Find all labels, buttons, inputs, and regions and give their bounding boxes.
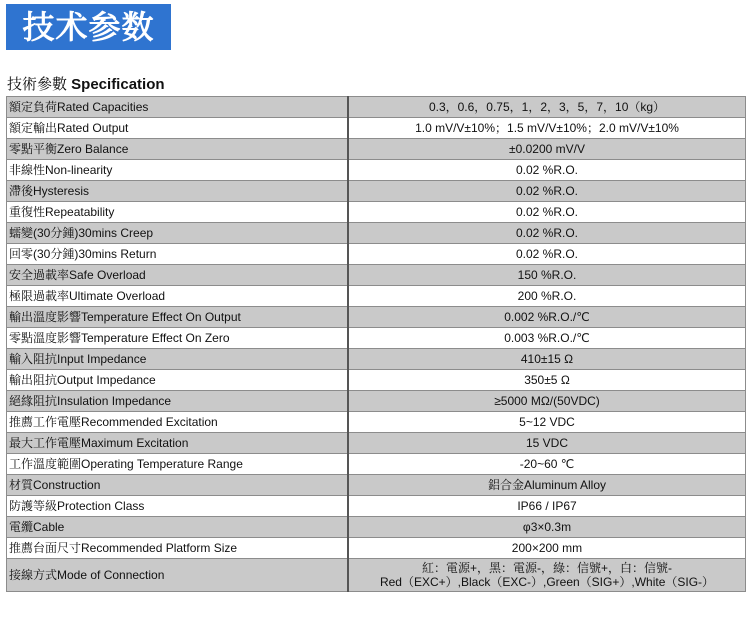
row-value: 200 %R.O. [348,286,746,307]
row-label: 防護等級Protection Class [7,496,349,517]
table-row [7,328,746,349]
row-label: 材質Construction [7,475,349,496]
row-value: 0.02 %R.O. [348,181,746,202]
row-label: 額定負荷Rated Capacities [7,97,349,118]
specification-table [6,96,746,592]
spec-table-body [7,97,746,592]
table-row [7,370,746,391]
row-label: 安全過載率Safe Overload [7,265,349,286]
table-row [7,391,746,412]
row-label: 重復性Repeatability [7,202,349,223]
row-label: 輸入阻抗Input Impedance [7,349,349,370]
row-label: 零點平衡Zero Balance [7,139,349,160]
row-value: 15 VDC [348,433,746,454]
row-value: -20~60 ℃ [348,454,746,475]
row-value: 150 %R.O. [348,265,746,286]
table-row [7,244,746,265]
row-label: 回零(30分鍾)30mins Return [7,244,349,265]
row-label: 接線方式Mode of Connection [7,559,349,592]
table-row-connection [7,559,746,592]
table-row [7,412,746,433]
row-label: 推薦台面尺寸Recommended Platform Size [7,538,349,559]
row-label: 非線性Non-linearity [7,160,349,181]
row-label: 零點溫度影響Temperature Effect On Zero [7,328,349,349]
row-value: 350±5 Ω [348,370,746,391]
row-value: ±0.0200 mV/V [348,139,746,160]
row-value: 1.0 mV/V±10%；1.5 mV/V±10%；2.0 mV/V±10% [348,118,746,139]
page-title [7,76,165,94]
row-value: 200×200 mm [348,538,746,559]
connection-line-zh: 紅：電源+，黑：電源-，綠：信號+，白：信號- [421,561,672,575]
table-row [7,454,746,475]
table-row [7,349,746,370]
row-value: 0.02 %R.O. [348,223,746,244]
connection-line-en: Red（EXC+）,Black（EXC-）,Green（SIG+）,White（SIG-） [379,575,715,589]
row-label: 蠕變(30分鍾)30mins Creep [7,223,349,244]
row-label: 極限過載率Ultimate Overload [7,286,349,307]
row-value: 鋁合金Aluminum Alloy [348,475,746,496]
table-row [7,307,746,328]
row-value: IP66 / IP67 [348,496,746,517]
row-value: φ3×0.3m [348,517,746,538]
row-label: 最大工作電壓Maximum Excitation [7,433,349,454]
row-value: 0.003 %R.O./℃ [348,328,746,349]
row-value: 0.3，0.6，0.75，1，2，3，5，7，10（kg） [348,97,746,118]
table-row [7,202,746,223]
row-label: 輸出阻抗Output Impedance [7,370,349,391]
section-banner [6,4,171,50]
row-value: ≥5000 MΩ/(50VDC) [348,391,746,412]
table-row [7,118,746,139]
table-row [7,97,746,118]
row-value: 0.02 %R.O. [348,244,746,265]
row-label: 額定輸出Rated Output [7,118,349,139]
row-value: 0.02 %R.O. [348,160,746,181]
table-row [7,265,746,286]
table-row [7,286,746,307]
table-row [7,475,746,496]
table-row [7,160,746,181]
row-value: 0.002 %R.O./℃ [348,307,746,328]
table-row [7,223,746,244]
table-row [7,181,746,202]
row-label: 滯後Hysteresis [7,181,349,202]
row-label: 工作溫度範圍Operating Temperature Range [7,454,349,475]
row-label: 推薦工作電壓Recommended Excitation [7,412,349,433]
table-row [7,538,746,559]
title-en: Specification [71,76,165,93]
banner-title: 技术参数 [22,8,155,46]
row-value: 410±15 Ω [348,349,746,370]
title-zh: 技術參數 [7,76,72,93]
row-value: 0.02 %R.O. [348,202,746,223]
table-row [7,139,746,160]
row-label: 輸出溫度影響Temperature Effect On Output [7,307,349,328]
row-value: 5~12 VDC [348,412,746,433]
table-row [7,433,746,454]
table-row [7,517,746,538]
row-label: 絕緣阻抗Insulation Impedance [7,391,349,412]
table-row [7,496,746,517]
row-label: 電纜Cable [7,517,349,538]
row-value [348,559,746,592]
